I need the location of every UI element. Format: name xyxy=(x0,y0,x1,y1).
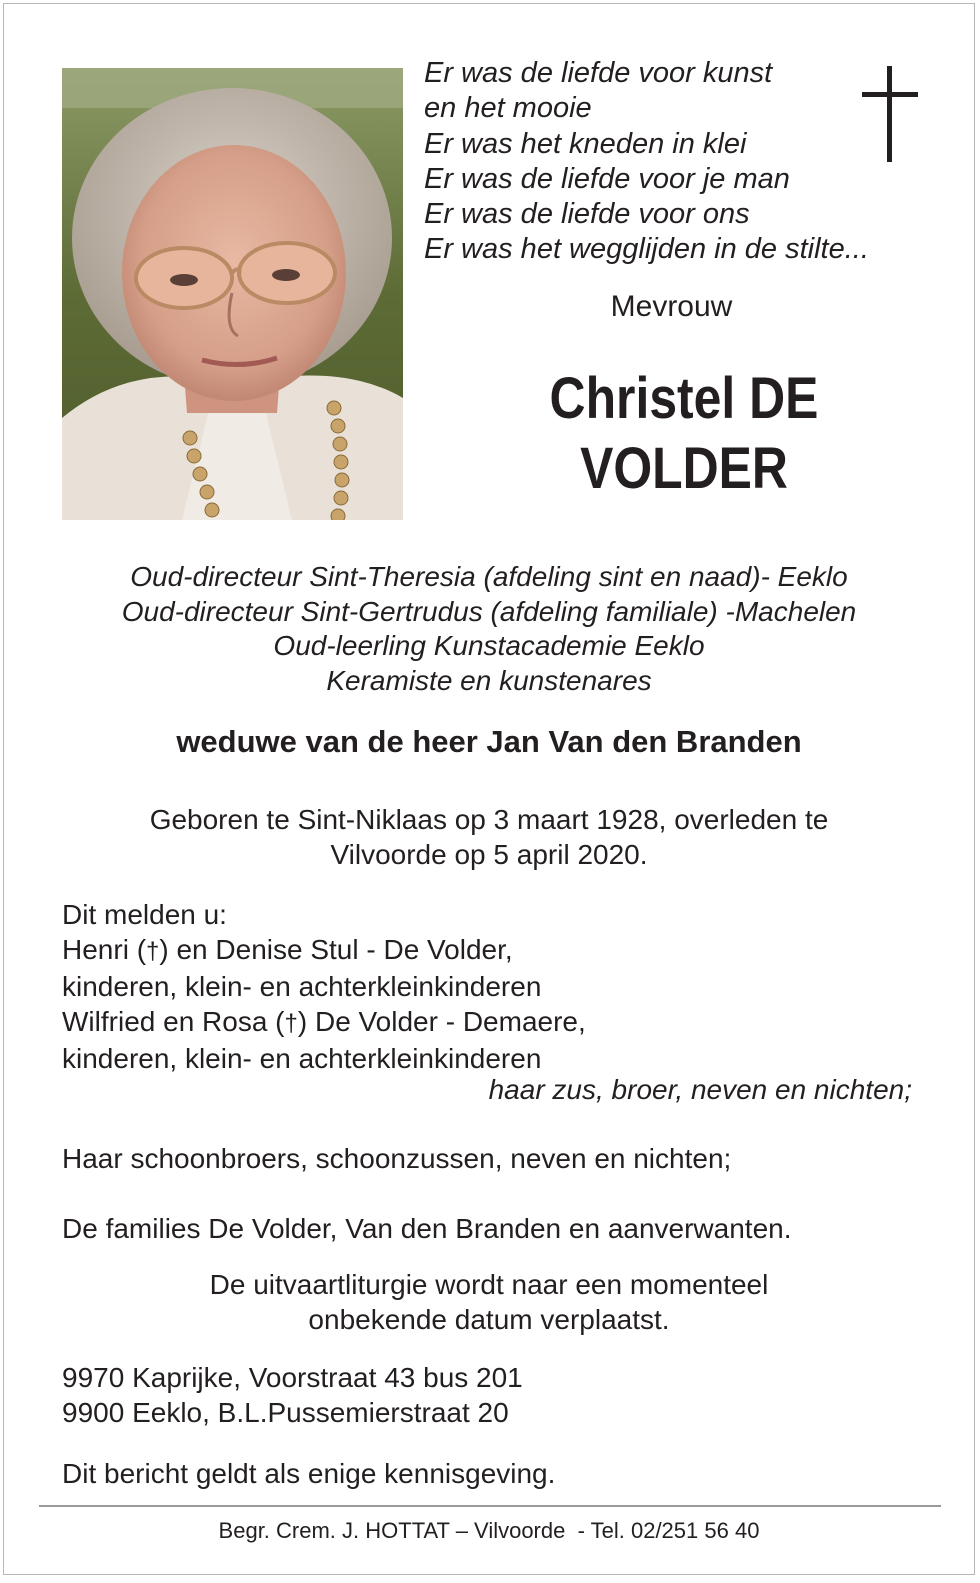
poem-line: Er was de liefde voor ons xyxy=(424,198,750,231)
funeral-info xyxy=(24,1267,954,1337)
portrait-photo xyxy=(62,68,403,520)
birth-death-line-2: Vilvoorde op 5 april 2020. xyxy=(330,839,648,870)
title-line: Oud-directeur Sint-Gertrudus (afdeling familiale) -Machelen xyxy=(121,595,857,627)
deceased-name xyxy=(460,364,907,504)
footer-divider xyxy=(39,1505,941,1507)
announcer-henri xyxy=(62,932,922,969)
obituary-notice xyxy=(3,3,975,1575)
announcer-text: Henri ( xyxy=(62,934,147,965)
poem-line: en het mooie xyxy=(424,92,592,125)
funeral-home-footer: Begr. Crem. J. HOTTAT – Vilvoorde - Tel. 02/251 56 40 xyxy=(218,1518,760,1543)
address-line: 9900 Eeklo, B.L.Pussemierstraat 20 xyxy=(62,1397,509,1428)
announcer-text: ) De Volder - Demaere, xyxy=(297,1006,586,1037)
widow-line: weduwe van de heer Jan Van den Branden xyxy=(176,724,802,759)
poem xyxy=(424,56,914,268)
addresses xyxy=(62,1360,922,1430)
families-line: De families De Volder, Van den Branden en aanverwanten. xyxy=(62,1213,792,1244)
poem-line: Er was het kneden in klei xyxy=(424,127,747,160)
name-line-2: VOLDER xyxy=(580,436,788,501)
poem-line: Er was het wegglijden in de stilte... xyxy=(424,233,869,266)
salutation: Mevrouw xyxy=(610,290,733,323)
birth-death-line-1: Geboren te Sint-Niklaas op 3 maart 1928, overleden te xyxy=(149,804,829,835)
funeral-line-2: onbekende datum verplaatst. xyxy=(308,1304,670,1335)
title-line: Oud-leerling Kunstacademie Eeklo xyxy=(273,630,705,661)
cross-icon xyxy=(862,66,918,167)
announcers-list xyxy=(62,897,922,1076)
poem-line: Er was de liefde voor kunst xyxy=(424,57,773,89)
announcer-text: Wilfried en Rosa ( xyxy=(62,1006,285,1037)
title-line: Oud-directeur Sint-Theresia (afdeling sint en naad)- Eeklo xyxy=(130,561,848,592)
dagger-icon: † xyxy=(146,938,160,965)
siblings-line: haar zus, broer, neven en nichten; xyxy=(488,1074,912,1105)
announcer-children: kinderen, klein- en achterkleinkinderen xyxy=(62,971,542,1002)
announcer-wilfried xyxy=(62,1004,922,1041)
notice-line: Dit bericht geldt als enige kennisgeving. xyxy=(62,1458,556,1489)
name-line-1: Christel DE xyxy=(549,366,819,431)
announcer-text: ) en Denise Stul - De Volder, xyxy=(159,934,513,965)
funeral-line-1: De uitvaartliturgie wordt naar een momenteel xyxy=(209,1269,769,1300)
birth-death-info xyxy=(24,802,954,872)
announcers-intro: Dit melden u: xyxy=(62,899,227,930)
poem-line: Er was de liefde voor je man xyxy=(424,162,790,195)
announcer-children: kinderen, klein- en achterkleinkinderen xyxy=(62,1043,542,1074)
in-laws-line: Haar schoonbroers, schoonzussen, neven en nichten; xyxy=(62,1143,732,1174)
dagger-icon: † xyxy=(284,1010,298,1037)
career-titles xyxy=(24,560,954,698)
address-line: 9970 Kaprijke, Voorstraat 43 bus 201 xyxy=(62,1362,523,1393)
title-line: Keramiste en kunstenares xyxy=(326,664,652,696)
